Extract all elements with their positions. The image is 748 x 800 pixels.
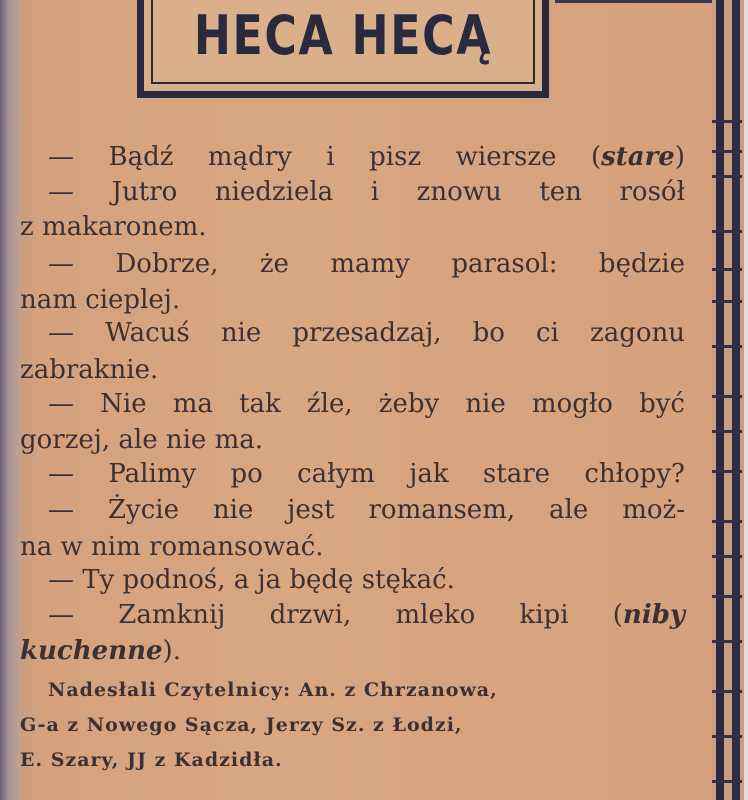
text-line: — Jutro niedziela i znowu ten rosół <box>48 177 685 207</box>
text-line: — Nie ma tak źle, żeby nie mogło być <box>48 389 685 419</box>
credits-line: Nadesłali Czytelnicy: An. z Chrzanowa, <box>48 679 498 701</box>
top-rule <box>555 0 715 3</box>
text-line: — Wacuś nie przesadzaj, bo ci zagonu <box>48 318 685 348</box>
text-line: — Dobrze, że mamy parasol: będzie <box>48 249 685 279</box>
text-line: nam cieplej. <box>20 285 181 315</box>
border-tick <box>712 120 742 123</box>
page-title: HECA HECĄ <box>193 4 493 67</box>
credits-line: G-a z Nowego Sącza, Jerzy Sz. z Łodzi, <box>20 714 463 736</box>
border-edge <box>744 0 748 800</box>
border-tick <box>712 780 742 783</box>
page-fold-edge <box>0 0 20 800</box>
border-tick <box>712 735 742 738</box>
credits-line: E. Szary, JJ z Kadzidła. <box>20 749 283 771</box>
border-tick <box>712 175 742 178</box>
text-line: gorzej, ale nie ma. <box>20 425 264 455</box>
text-line: — Palimy po całym jak stare chłopy? <box>48 459 685 489</box>
border-tick <box>712 555 742 558</box>
border-tick <box>712 150 742 153</box>
text-line: — Bądź mądry i pisz wiersze (stare) <box>48 142 685 172</box>
border-tick <box>712 268 742 271</box>
text-line: na w nim romansować. <box>20 532 324 562</box>
border-tick <box>712 230 742 233</box>
text-line: — Życie nie jest romansem, ale moż- <box>48 495 685 525</box>
border-tick <box>712 430 742 433</box>
text-line: — Ty podnoś, a ja będę stękać. <box>48 565 455 595</box>
border-tick <box>712 595 742 598</box>
border-tick <box>712 300 742 303</box>
text-line: z makaronem. <box>20 212 207 242</box>
text-line: — Zamknij drzwi, mleko kipi (niby <box>48 600 685 630</box>
border-tick <box>712 470 742 473</box>
border-tick <box>712 690 742 693</box>
text-line: kuchenne). <box>20 636 181 666</box>
border-tick <box>712 640 742 643</box>
border-tick <box>712 345 742 348</box>
border-tick <box>712 520 742 523</box>
border-tick <box>712 395 742 398</box>
title-box <box>137 0 549 98</box>
text-line: zabraknie. <box>20 355 159 385</box>
